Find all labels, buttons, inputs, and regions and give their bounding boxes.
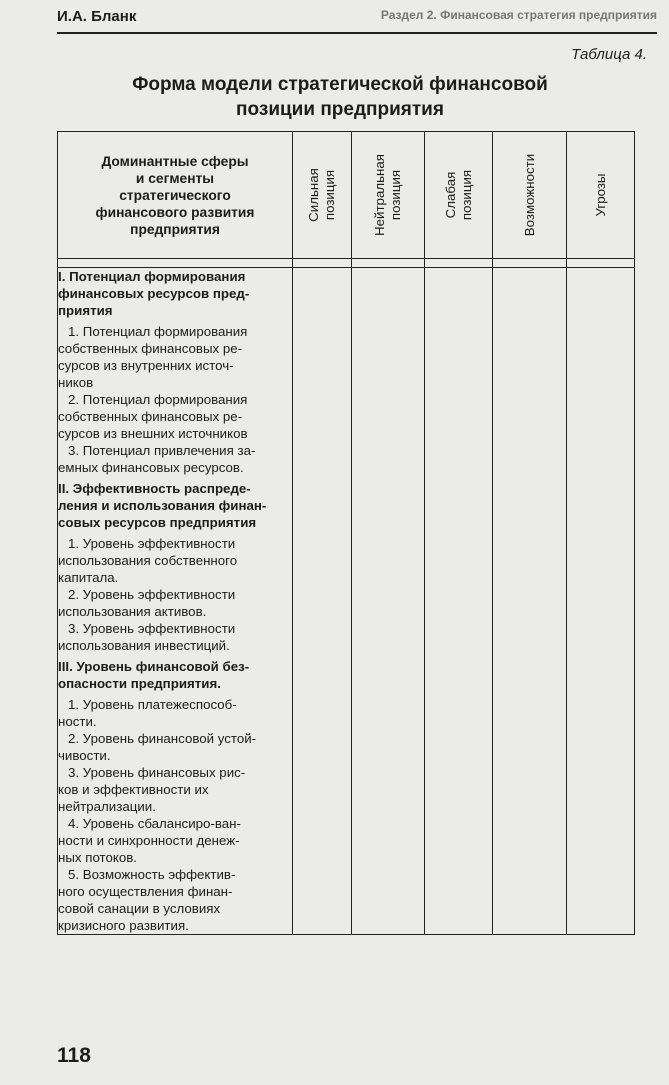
running-head: Раздел 2. Финансовая стратегия предприятия bbox=[380, 8, 657, 22]
sphere-text-line: емных финансовых ресурсов. bbox=[58, 460, 244, 475]
sphere-text-line: 4. Уровень сбалансиро-ван- bbox=[68, 816, 241, 831]
sphere-text-line: 2. Уровень эффективности bbox=[68, 587, 236, 602]
sphere-text-line: I. Потенциал формирования bbox=[58, 269, 246, 284]
strong-position-cell bbox=[293, 268, 352, 935]
threats-cell bbox=[567, 268, 635, 935]
sphere-text-line: III. Уровень финансовой без- bbox=[58, 659, 250, 674]
sphere-text-line: совой санации в условиях bbox=[58, 901, 221, 916]
sphere-text-line: ков и эффективности их bbox=[58, 782, 209, 797]
header-weak-position-text: Слабая позиция bbox=[442, 169, 474, 221]
header-opportunities-text: Возможности bbox=[521, 153, 537, 237]
sphere-text-line: 1. Уровень эффективности bbox=[68, 536, 236, 551]
opportunities-cell bbox=[493, 268, 567, 935]
spheres-list-cell bbox=[58, 268, 293, 935]
sphere-text-line: кризисного развития. bbox=[58, 918, 189, 933]
table-number: Таблица 4. bbox=[571, 46, 647, 63]
header-weak-position bbox=[425, 132, 493, 259]
sphere-text-line: 2. Потенциал формирования bbox=[68, 392, 248, 407]
sphere-text-line: собственных финансовых ре- bbox=[58, 409, 243, 424]
table-title-line-1: Форма модели стратегической финансовой bbox=[132, 74, 548, 95]
header-strong-position-text: Сильная позиция bbox=[306, 168, 337, 222]
sphere-text-line: ности. bbox=[58, 714, 97, 729]
sphere-text-line: чивости. bbox=[58, 748, 111, 763]
sphere-text-line: использования собственного bbox=[58, 553, 238, 568]
page-header bbox=[57, 6, 657, 34]
sphere-text-line: опасности предприятия. bbox=[58, 676, 221, 691]
sphere-text-line: 3. Уровень эффективности bbox=[68, 621, 236, 636]
header-opportunities bbox=[493, 132, 567, 259]
header-spheres-text: Доминантные сферы и сегменты стратегического финансового развития предприятия bbox=[95, 153, 255, 237]
sphere-text-line: ных потоков. bbox=[58, 850, 138, 865]
sphere-text-line: ности и синхронности денеж- bbox=[58, 833, 240, 848]
page-number: 118 bbox=[57, 1044, 91, 1067]
sphere-text-line: ления и использования финан- bbox=[58, 498, 267, 513]
sphere-text-line: собственных финансовых ре- bbox=[58, 341, 243, 356]
sphere-text-line: ного осуществления финан- bbox=[58, 884, 233, 899]
sphere-text-line: 1. Потенциал формирования bbox=[68, 324, 248, 339]
neutral-position-cell bbox=[352, 268, 425, 935]
header-spheres bbox=[58, 132, 293, 259]
sphere-text-line: использования инвестиций. bbox=[58, 638, 230, 653]
sphere-text-line: II. Эффективность распреде- bbox=[58, 481, 251, 496]
table-title-line-2: позиции предприятия bbox=[236, 99, 444, 120]
sphere-text-line: 2. Уровень финансовой устой- bbox=[68, 731, 257, 746]
sphere-text-line: сурсов из внутренних источ- bbox=[58, 358, 234, 373]
strategic-position-table bbox=[57, 131, 635, 935]
header-neutral-position bbox=[352, 132, 425, 259]
sphere-text-line: нейтрализации. bbox=[58, 799, 156, 814]
sphere-text-line: финансовых ресурсов пред- bbox=[58, 286, 250, 301]
sphere-text-line: приятия bbox=[58, 303, 113, 318]
sphere-text-line: 3. Уровень финансовых рис- bbox=[68, 765, 246, 780]
spacer-row bbox=[58, 259, 635, 268]
weak-position-cell bbox=[425, 268, 493, 935]
sphere-text-line: ников bbox=[58, 375, 94, 390]
header-threats-text: Угрозы bbox=[592, 173, 608, 217]
sphere-text-line: сурсов из внешних источников bbox=[58, 426, 248, 441]
sphere-text-line: 5. Возможность эффектив- bbox=[68, 867, 236, 882]
sphere-text-line: 3. Потенциал привлечения за- bbox=[68, 443, 256, 458]
sphere-text-line: совых ресурсов предприятия bbox=[58, 515, 257, 530]
header-neutral-position-text: Нейтральная позиция bbox=[372, 154, 403, 236]
table-title bbox=[60, 72, 620, 122]
sphere-text-line: 1. Уровень платежеспособ- bbox=[68, 697, 237, 712]
header-strong-position bbox=[293, 132, 352, 259]
author-name: И.А. Бланк bbox=[57, 8, 137, 25]
sphere-text-line: использования активов. bbox=[58, 604, 207, 619]
header-threats bbox=[567, 132, 635, 259]
table-body-row bbox=[58, 268, 635, 935]
sphere-text-line: капитала. bbox=[58, 570, 119, 585]
